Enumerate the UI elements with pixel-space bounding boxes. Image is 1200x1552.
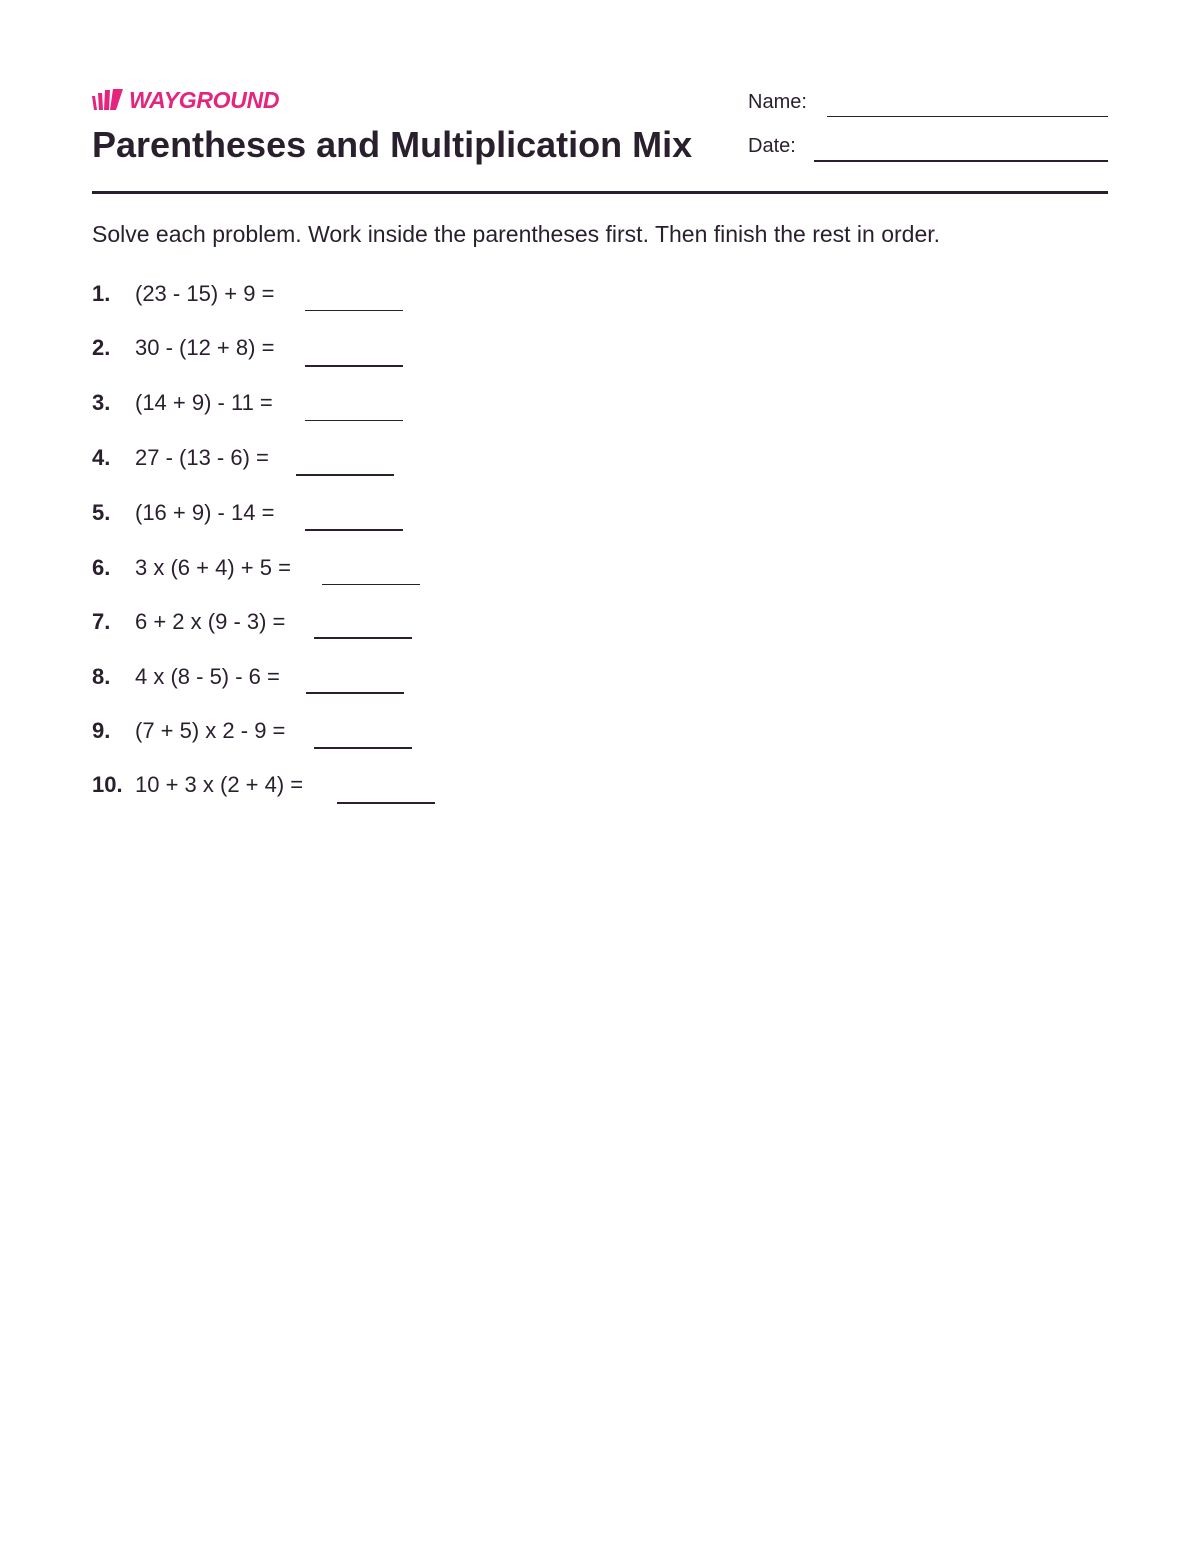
date-field[interactable] <box>814 160 1108 162</box>
brand-logo <box>92 87 279 113</box>
answer-blank[interactable] <box>296 474 394 476</box>
date-label: Date: <box>748 135 796 157</box>
problem-number: 6. <box>92 555 111 580</box>
problem-expression: (16 + 9) - 14 = <box>135 500 275 525</box>
problem-number: 2. <box>92 335 111 360</box>
answer-blank[interactable] <box>337 802 435 804</box>
answer-blank[interactable] <box>305 365 403 367</box>
answer-blank[interactable] <box>322 584 420 585</box>
problem-number: 3. <box>92 390 111 415</box>
problem-number: 10. <box>92 772 123 797</box>
problem-number: 5. <box>92 500 111 525</box>
problem-expression: 10 + 3 x (2 + 4) = <box>135 772 304 797</box>
answer-blank[interactable] <box>314 637 412 639</box>
problem-expression: (23 - 15) + 9 = <box>135 281 275 306</box>
problem-expression: (7 + 5) x 2 - 9 = <box>135 718 286 743</box>
answer-blank[interactable] <box>305 529 403 531</box>
problem-number: 9. <box>92 718 111 743</box>
answer-blank[interactable] <box>305 310 403 311</box>
problem-expression: 30 - (12 + 8) = <box>135 335 275 360</box>
instructions: Solve each problem. Work inside the parentheses first. Then finish the rest in order. <box>92 221 941 247</box>
problem-expression: (14 + 9) - 11 = <box>135 390 273 415</box>
worksheet-title: Parentheses and Multiplication Mix <box>92 124 693 165</box>
problem-expression: 27 - (13 - 6) = <box>135 445 269 470</box>
problem-number: 1. <box>92 281 111 306</box>
answer-blank[interactable] <box>305 420 403 421</box>
answer-blank[interactable] <box>314 747 412 749</box>
problem-expression: 4 x (8 - 5) - 6 = <box>135 664 280 689</box>
wayground-logo-icon <box>92 88 124 112</box>
problem-number: 4. <box>92 445 111 470</box>
problem-expression: 6 + 2 x (9 - 3) = <box>135 609 286 634</box>
problem-number: 7. <box>92 609 111 634</box>
problem-expression: 3 x (6 + 4) + 5 = <box>135 555 291 580</box>
logo-text: WAYGROUND <box>129 87 280 113</box>
answer-blank[interactable] <box>306 692 404 694</box>
header-divider <box>92 191 1108 194</box>
name-field[interactable] <box>827 116 1108 117</box>
name-label: Name: <box>748 91 807 113</box>
problem-number: 8. <box>92 664 111 689</box>
